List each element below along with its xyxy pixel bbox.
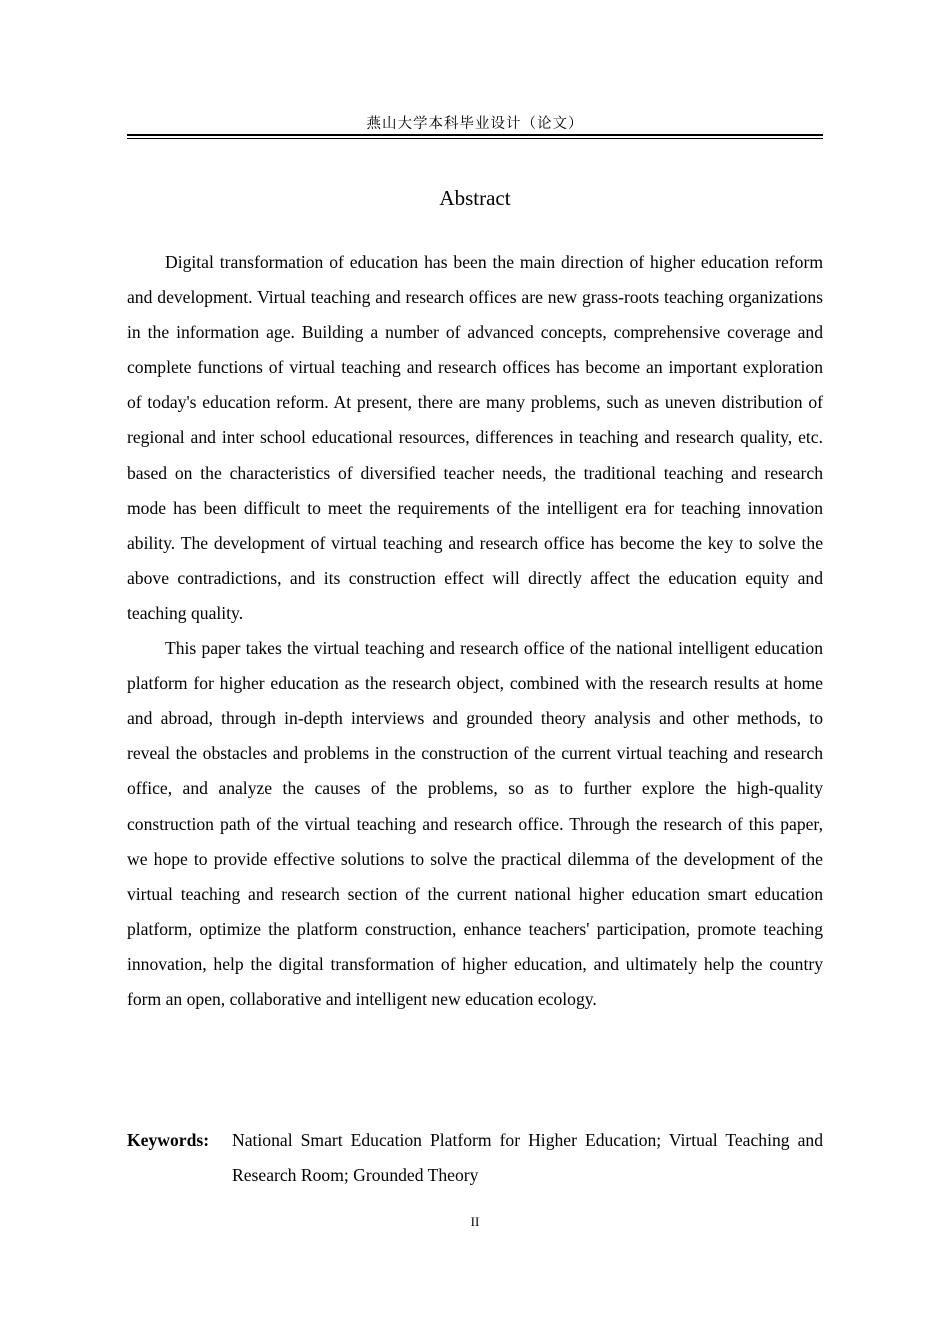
running-header: 燕山大学本科毕业设计（论文） — [366, 116, 584, 132]
abstract-paragraph-2: This paper takes the virtual teaching and research office of the national intelligent education platform for higher education as the research object, combined with the research results at home and abroad, through in-depth interviews and grounded theory analysis and other methods, to reveal the obstacles and problems in the construction of the current virtual teaching and research office, and analyze the causes of the problems, so as to further explore the high-quality construction path of the virtual teaching and research office. Through the research of this paper, we hope to provide effective solutions to solve the practical dilemma of the development of the virtual teaching and research section of the current national higher education smart education platform, optimize the platform construction, enhance teachers' participation, promote teaching innovation, help the digital transformation of higher education, and ultimately help the country form an open, collaborative and intelligent new education ecology. — [127, 638, 823, 1009]
header-rule-thin — [127, 138, 823, 139]
keywords-text: National Smart Education Platform for Higher Education; Virtual Teaching and Research Room; Grounded Theory — [232, 1130, 823, 1185]
page-number: II — [470, 1214, 480, 1229]
header-rule-thick — [127, 134, 823, 136]
abstract-paragraph-1: Digital transformation of education has been the main direction of higher education reform and development. Virtual teaching and research offices are new grass-roots teaching organizations in the information age. Building a number of advanced concepts, comprehensive coverage and complete functions of virtual teaching and research offices has become an important exploration of today's education reform. At present, there are many problems, such as uneven distribution of regional and inter school educational resources, differences in teaching and research quality, etc. based on the characteristics of diversified teacher needs, the traditional teaching and research mode has been difficult to meet the requirements of the intelligent era for teaching innovation ability. The development of virtual teaching and research office has become the key to solve the above contradictions, and its construction effect will directly affect the education equity and teaching quality. — [127, 252, 823, 623]
abstract-body — [127, 245, 823, 1017]
abstract-title: Abstract — [439, 186, 511, 210]
keywords-block — [127, 1123, 823, 1193]
keywords-label: Keywords: — [127, 1130, 210, 1150]
